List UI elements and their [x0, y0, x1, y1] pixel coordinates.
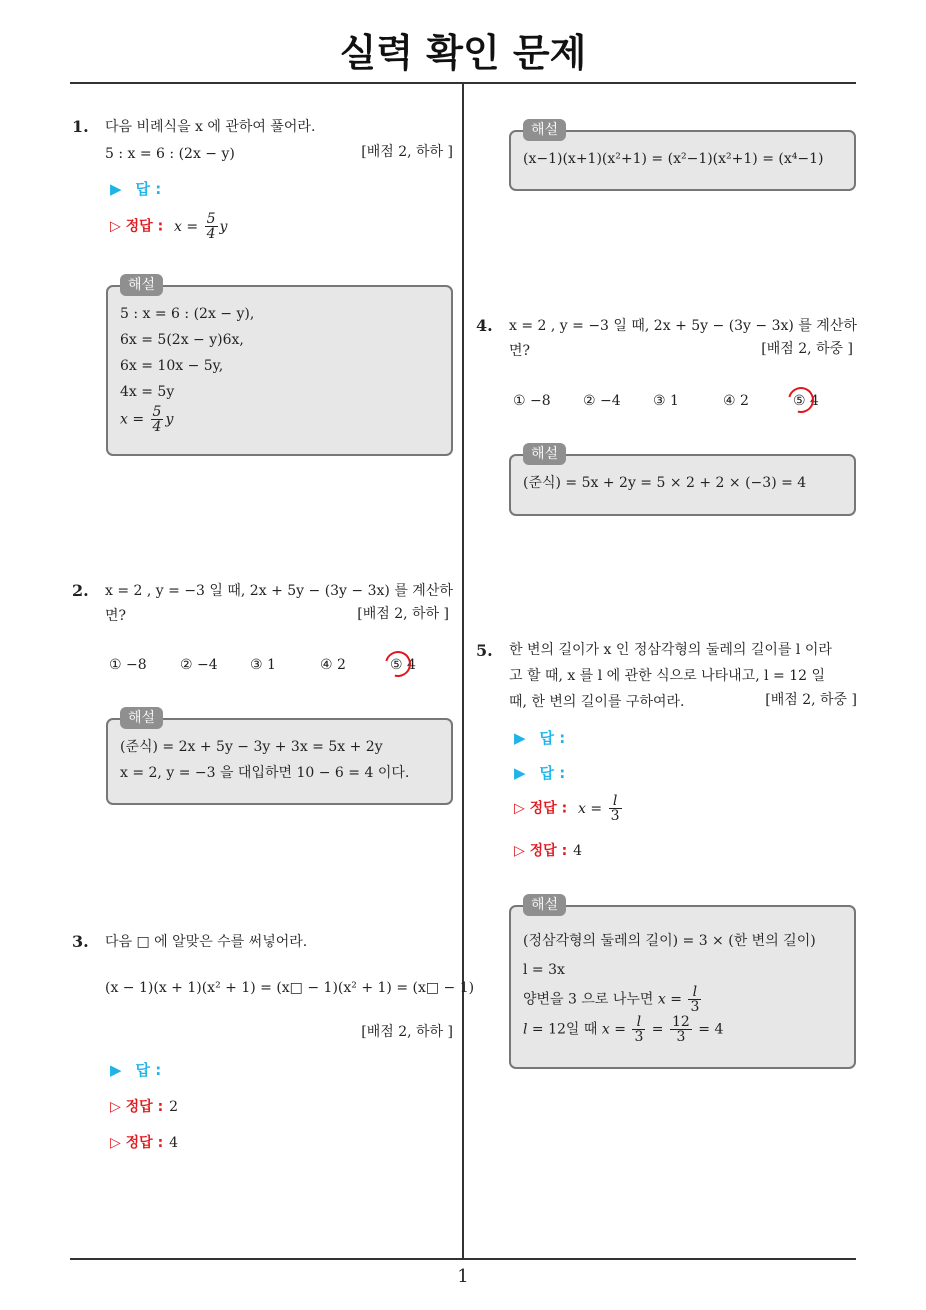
q2-option-2[interactable]: ② −4: [180, 657, 218, 673]
q2-sol-line-1: (준식) = 2x + 5y − 3y + 3x = 5x + 2y: [120, 739, 383, 755]
answer-label: 답 :: [135, 1061, 162, 1079]
q2-option-1[interactable]: ① −8: [109, 657, 147, 673]
q3-meta: [배점 2, 하하 ]: [361, 1024, 453, 1040]
q2-option-3[interactable]: ③ 1: [250, 657, 276, 673]
solution-tag: 해설: [120, 707, 163, 729]
page-number: 1: [457, 1266, 469, 1287]
answer-label: 답 :: [135, 180, 162, 198]
q3-correct-value-1: 2: [169, 1099, 179, 1115]
q4-option-1[interactable]: ① −8: [513, 393, 551, 409]
column-divider: [462, 83, 464, 1259]
bottom-rule: [70, 1258, 856, 1260]
q4-option-4[interactable]: ④ 2: [723, 393, 749, 409]
q2-number: 2.: [72, 581, 89, 600]
correct-label: 정답 :: [125, 218, 164, 235]
q4-meta: [배점 2, 하중 ]: [761, 341, 853, 357]
q3-correct-value-2: 4: [169, 1135, 179, 1151]
q5-sol-line-1: (정삼각형의 둘레의 길이) = 3 × (한 변의 길이): [523, 933, 816, 949]
q1-sol-line-4: 4x = 5y: [120, 384, 175, 400]
q5-correct-2: ▷ 정답 : 4: [514, 843, 583, 859]
q4-solution-box: [509, 446, 856, 516]
q1-sol-line-1: 5 : x = 6 : (2x − y),: [120, 306, 255, 322]
q4-selected-circle-mark: [783, 382, 819, 418]
q3-correct-2: ▷ 정답 : 4: [110, 1135, 179, 1151]
q3-sol-line: (x−1)(x+1)(x²+1) = (x²−1)(x²+1) = (x⁴−1): [523, 151, 824, 167]
q5-answer-field-2[interactable]: ▶ 답 :: [514, 764, 566, 782]
q1-sol-line-2: 6x = 5(2x − y)6x,: [120, 332, 244, 348]
q2-meta: [배점 2, 하하 ]: [357, 606, 449, 622]
q1-equation: 5 : x = 6 : (2x − y): [105, 146, 235, 162]
q4-sol-line: (준식) = 5x + 2y = 5 × 2 + 2 × (−3) = 4: [523, 475, 807, 491]
q4-text-line-2: 면?: [509, 343, 531, 359]
correct-label: 정답 :: [529, 800, 568, 817]
q2-selected-circle-mark: [380, 646, 416, 682]
q5-text-line-1: 한 변의 길이가 x 인 정삼각형의 둘레의 길이를 l 이라: [509, 642, 832, 658]
q1-sol-line-3: 6x = 10x − 5y,: [120, 358, 224, 374]
solution-tag: 해설: [523, 894, 566, 916]
correct-label: 정답 :: [529, 843, 568, 859]
q1-sol-line-5: x = $\frac{5}{4}$ y: [120, 404, 174, 435]
solution-tag: 해설: [523, 443, 566, 465]
solution-tag: 해설: [120, 274, 163, 296]
correct-label: 정답 :: [125, 1135, 164, 1151]
q4-option-3[interactable]: ③ 1: [653, 393, 679, 409]
q5-text-line-2: 고 할 때, x 를 l 에 관한 식으로 나타내고, l = 12 일: [509, 668, 826, 684]
q3-text: 다음 □ 에 알맞은 수를 써넣어라.: [105, 934, 308, 950]
q2-text-line-1: x = 2 , y = −3 일 때, 2x + 5y − (3y − 3x) 를 계산하: [105, 583, 453, 599]
answer-label: 답 :: [539, 764, 566, 782]
correct-label: 정답 :: [125, 1099, 164, 1115]
q3-answer-field[interactable]: ▶ 답 :: [110, 1061, 162, 1079]
q3-solution-box: [509, 122, 856, 191]
q5-meta: [배점 2, 하중 ]: [765, 692, 857, 708]
q5-solution-box: [509, 897, 856, 1069]
q2-solution-box: [106, 710, 453, 805]
q2-sol-line-2: x = 2, y = −3 을 대입하면 10 − 6 = 4 이다.: [120, 765, 410, 781]
answer-label: 답 :: [539, 729, 566, 747]
q3-number: 3.: [72, 932, 89, 951]
q4-option-5[interactable]: ⑤ 4: [793, 393, 819, 409]
q3-equation: (x − 1)(x + 1)(x² + 1) = (x□ − 1)(x² + 1) = (x□ − 1): [105, 980, 475, 996]
q5-sol-line-2: l = 3x: [523, 962, 565, 978]
q5-correct-value-2: 4: [573, 843, 583, 859]
q5-sol-line-3: 양변을 3 으로 나누면 x = $\frac{l}{3}$: [523, 984, 700, 1015]
q1-meta: [배점 2, 하하 ]: [361, 144, 453, 160]
q1-solution-box: [106, 277, 453, 456]
q1-correct: ▷ 정답 : x = $\frac{5}{4}$ y: [110, 211, 228, 242]
q2-text-line-2: 면?: [105, 608, 127, 624]
q1-text: 다음 비례식을 x 에 관하여 풀어라.: [105, 119, 316, 135]
solution-tag: 해설: [523, 119, 566, 141]
q5-correct-value-1: x = $\frac{l}{3}$: [578, 793, 620, 824]
q1-correct-value: x = $\frac{5}{4}$ y: [174, 211, 228, 242]
q3-correct-1: ▷ 정답 : 2: [110, 1099, 179, 1115]
q1-answer-field[interactable]: ▶ 답 :: [110, 180, 162, 198]
q2-option-4[interactable]: ④ 2: [320, 657, 346, 673]
q4-number: 4.: [476, 316, 493, 335]
q4-text-line-1: x = 2 , y = −3 일 때, 2x + 5y − (3y − 3x) 를 계산하: [509, 318, 857, 334]
q1-number: 1.: [72, 117, 89, 136]
q5-text-line-3: 때, 한 변의 길이를 구하여라.: [509, 694, 685, 710]
q2-option-5[interactable]: ⑤ 4: [390, 657, 416, 673]
q4-option-2[interactable]: ② −4: [583, 393, 621, 409]
q5-answer-field-1[interactable]: ▶ 답 :: [514, 729, 566, 747]
q5-number: 5.: [476, 641, 493, 660]
q5-sol-line-4: l = 12일 때 x = $\frac{l}{3}$ = $\frac{12}{3}$ = 4: [523, 1013, 724, 1045]
page-title: 실력 확인 문제: [339, 31, 587, 75]
q5-correct-1: ▷ 정답 : x = $\frac{l}{3}$: [514, 794, 624, 823]
